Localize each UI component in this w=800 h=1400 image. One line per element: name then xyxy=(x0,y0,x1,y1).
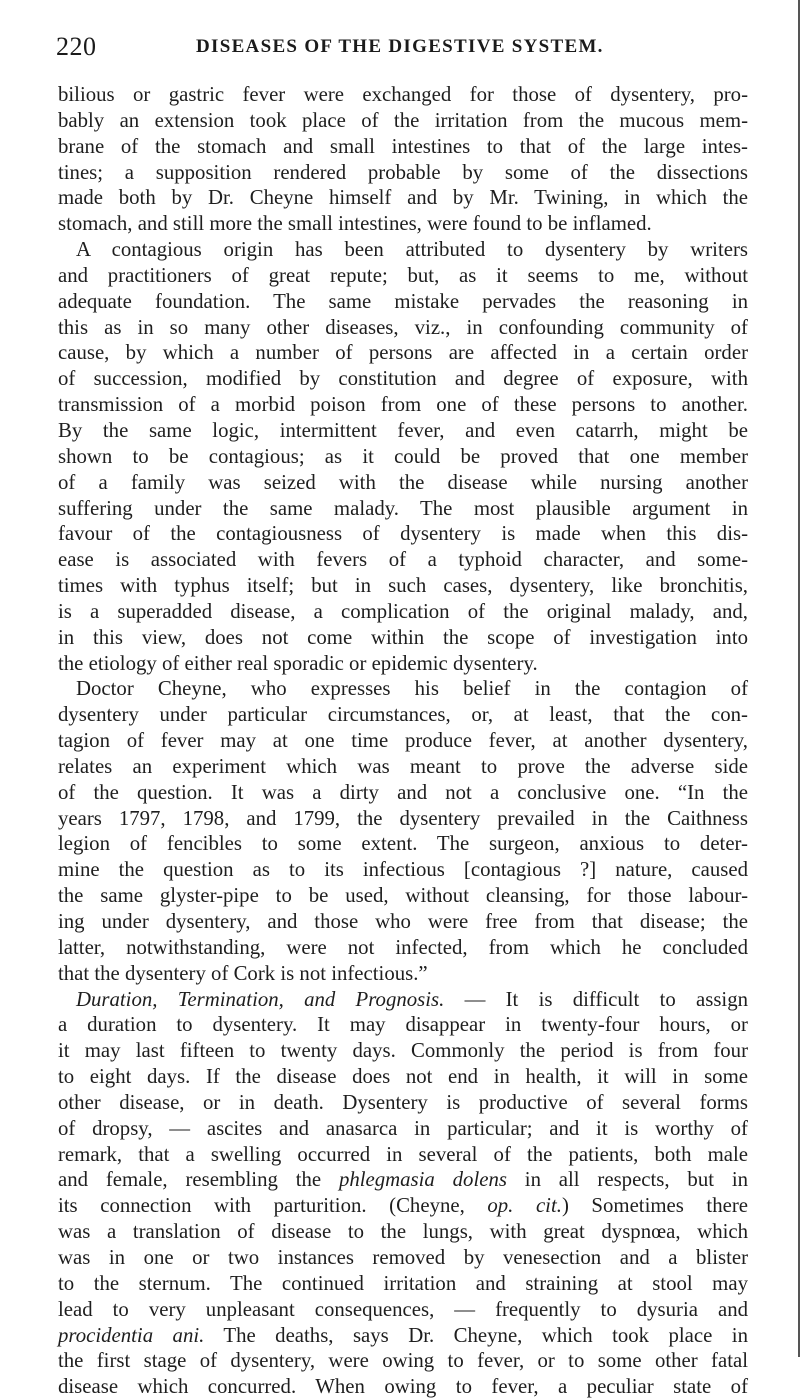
text-line: of succession, modified by constitution and degree of exposure, with xyxy=(58,367,748,391)
text-line: is a superadded disease, a complication of the original malady, and, xyxy=(58,599,748,623)
text-line: transmission of a morbid poison from one of these persons to another. xyxy=(58,393,748,417)
heading-continuation: — It is difficult to assign xyxy=(444,987,748,1011)
text-line: the first stage of dysentery, were owing to fever, or to some other fatal xyxy=(58,1349,748,1373)
text-line: ease is associated with fevers of a typhoid character, and some- xyxy=(58,548,748,572)
text-line: By the same logic, intermittent fever, and even catarrh, might be xyxy=(58,418,748,442)
text-line: that the dysentery of Cork is not infectious.” xyxy=(58,961,428,985)
text-line: ing under dysentery, and those who were free from that disease; the xyxy=(58,910,748,933)
text-line: tines; a supposition rendered probable by some of the dissections xyxy=(58,160,748,184)
text-line: stomach, and still more the small intestines, were found to be inflamed. xyxy=(58,212,652,236)
paragraph-start: A contagious origin has been attributed to dysentery by writers xyxy=(76,238,748,262)
text-line: legion of fencibles to some extent. The surgeon, anxious to deter- xyxy=(58,832,748,856)
text-line: a duration to dysentery. It may disappear in twenty-four hours, or xyxy=(58,1013,748,1037)
text-line: of a family was seized with the disease while nursing another xyxy=(58,470,748,494)
line-segment: and female, resembling the xyxy=(58,1168,339,1192)
running-head: DISEASES OF THE DIGESTIVE SYSTEM. xyxy=(196,36,604,57)
text-line xyxy=(58,1323,748,1349)
text-line: disease which concurred. When owing to fever, a peculiar state of xyxy=(58,1375,748,1399)
text-line: tagion of fever may at one time produce fever, at another dysentery, xyxy=(58,729,748,753)
text-line: was a translation of disease to the lungs, with great dyspnœa, which xyxy=(58,1220,748,1244)
body-text xyxy=(58,82,748,1400)
text-line: relates an experiment which was meant to prove the adverse side xyxy=(58,754,748,778)
text-line: to eight days. If the disease does not end in health, it will in some xyxy=(58,1065,748,1089)
text-line xyxy=(58,1167,748,1193)
text-line: it may last fifteen to twenty days. Commonly the period is from four xyxy=(58,1039,748,1063)
text-line: dysentery under particular circumstances, or, at least, that the con- xyxy=(58,703,748,727)
text-line: suffering under the same malady. The most plausible argument in xyxy=(58,496,748,520)
text-line: its connection with parturition. (Cheyne, op. cit.) Sometimes there xyxy=(58,1194,748,1218)
text-line: lead to very unpleasant consequences, — frequently to dysuria and xyxy=(58,1297,748,1321)
line-segment: in all respects, but in xyxy=(506,1168,749,1192)
text-line: this as in so many other diseases, viz., in confounding community of xyxy=(58,315,748,339)
text-line: adequate foundation. The same mistake pervades the reasoning in xyxy=(58,289,748,313)
page-number: 220 xyxy=(56,32,97,61)
text-line: in this view, does not come within the scope of investigation into xyxy=(58,625,748,649)
text-line: bably an extension took place of the irritation from the mucous mem- xyxy=(58,108,748,132)
text-line: favour of the contagiousness of dysentery is made when this dis- xyxy=(58,522,748,546)
text-line: latter, notwithstanding, were not infected, from which he concluded xyxy=(58,935,748,959)
text-line: bilious or gastric fever were exchanged for those of dysentery, pro- xyxy=(58,83,748,106)
italic-term: phlegmasia dolens xyxy=(338,1168,507,1192)
text-line: cause, by which a number of persons are affected in a certain order xyxy=(58,341,748,365)
text-line: the etiology of either real sporadic or epidemic dysentery. xyxy=(58,651,538,675)
text-line: mine the question as to its infectious [contagious ?] nature, caused xyxy=(58,858,748,882)
text-line: was in one or two instances removed by venesection and a blister xyxy=(58,1245,748,1269)
text-line: times with typhus itself; but in such cases, dysentery, like bronchitis, xyxy=(58,574,748,598)
text-line: shown to be contagious; as it could be proved that one member xyxy=(58,444,748,468)
text-line: years 1797, 1798, and 1799, the dysentery prevailed in the Caithness xyxy=(58,806,748,830)
text-line: and practitioners of great repute; but, as it seems to me, without xyxy=(58,263,748,287)
line-segment: The deaths, says Dr. Cheyne, which took place in xyxy=(204,1323,748,1347)
section-heading-line xyxy=(58,987,748,1013)
text-line: made both by Dr. Cheyne himself and by Mr. Twining, in which the xyxy=(58,186,748,210)
text-line: brane of the stomach and small intestines to that of the large intes- xyxy=(58,134,748,158)
page-header xyxy=(56,26,756,61)
italic-citation: op. cit. xyxy=(487,1194,562,1218)
italic-term: procidentia ani. xyxy=(58,1323,205,1347)
paragraph-start: Doctor Cheyne, who expresses his belief in the contagion of xyxy=(76,677,748,701)
text-line: remark, that a swelling occurred in several of the patients, both male xyxy=(58,1142,748,1166)
text-line: to the sternum. The continued irritation and straining at stool may xyxy=(58,1271,748,1295)
text-line: of dropsy, — ascites and anasarca in particular; and it is worthy of xyxy=(58,1116,748,1140)
section-heading: Duration, Termination, and Prognosis. xyxy=(76,987,445,1011)
text-line: of the question. It was a dirty and not a conclusive one. “In the xyxy=(58,780,748,804)
text-line: other disease, or in death. Dysentery is productive of several forms xyxy=(58,1090,748,1114)
text-line: the same glyster-pipe to be used, without cleansing, for those labour- xyxy=(58,884,748,908)
